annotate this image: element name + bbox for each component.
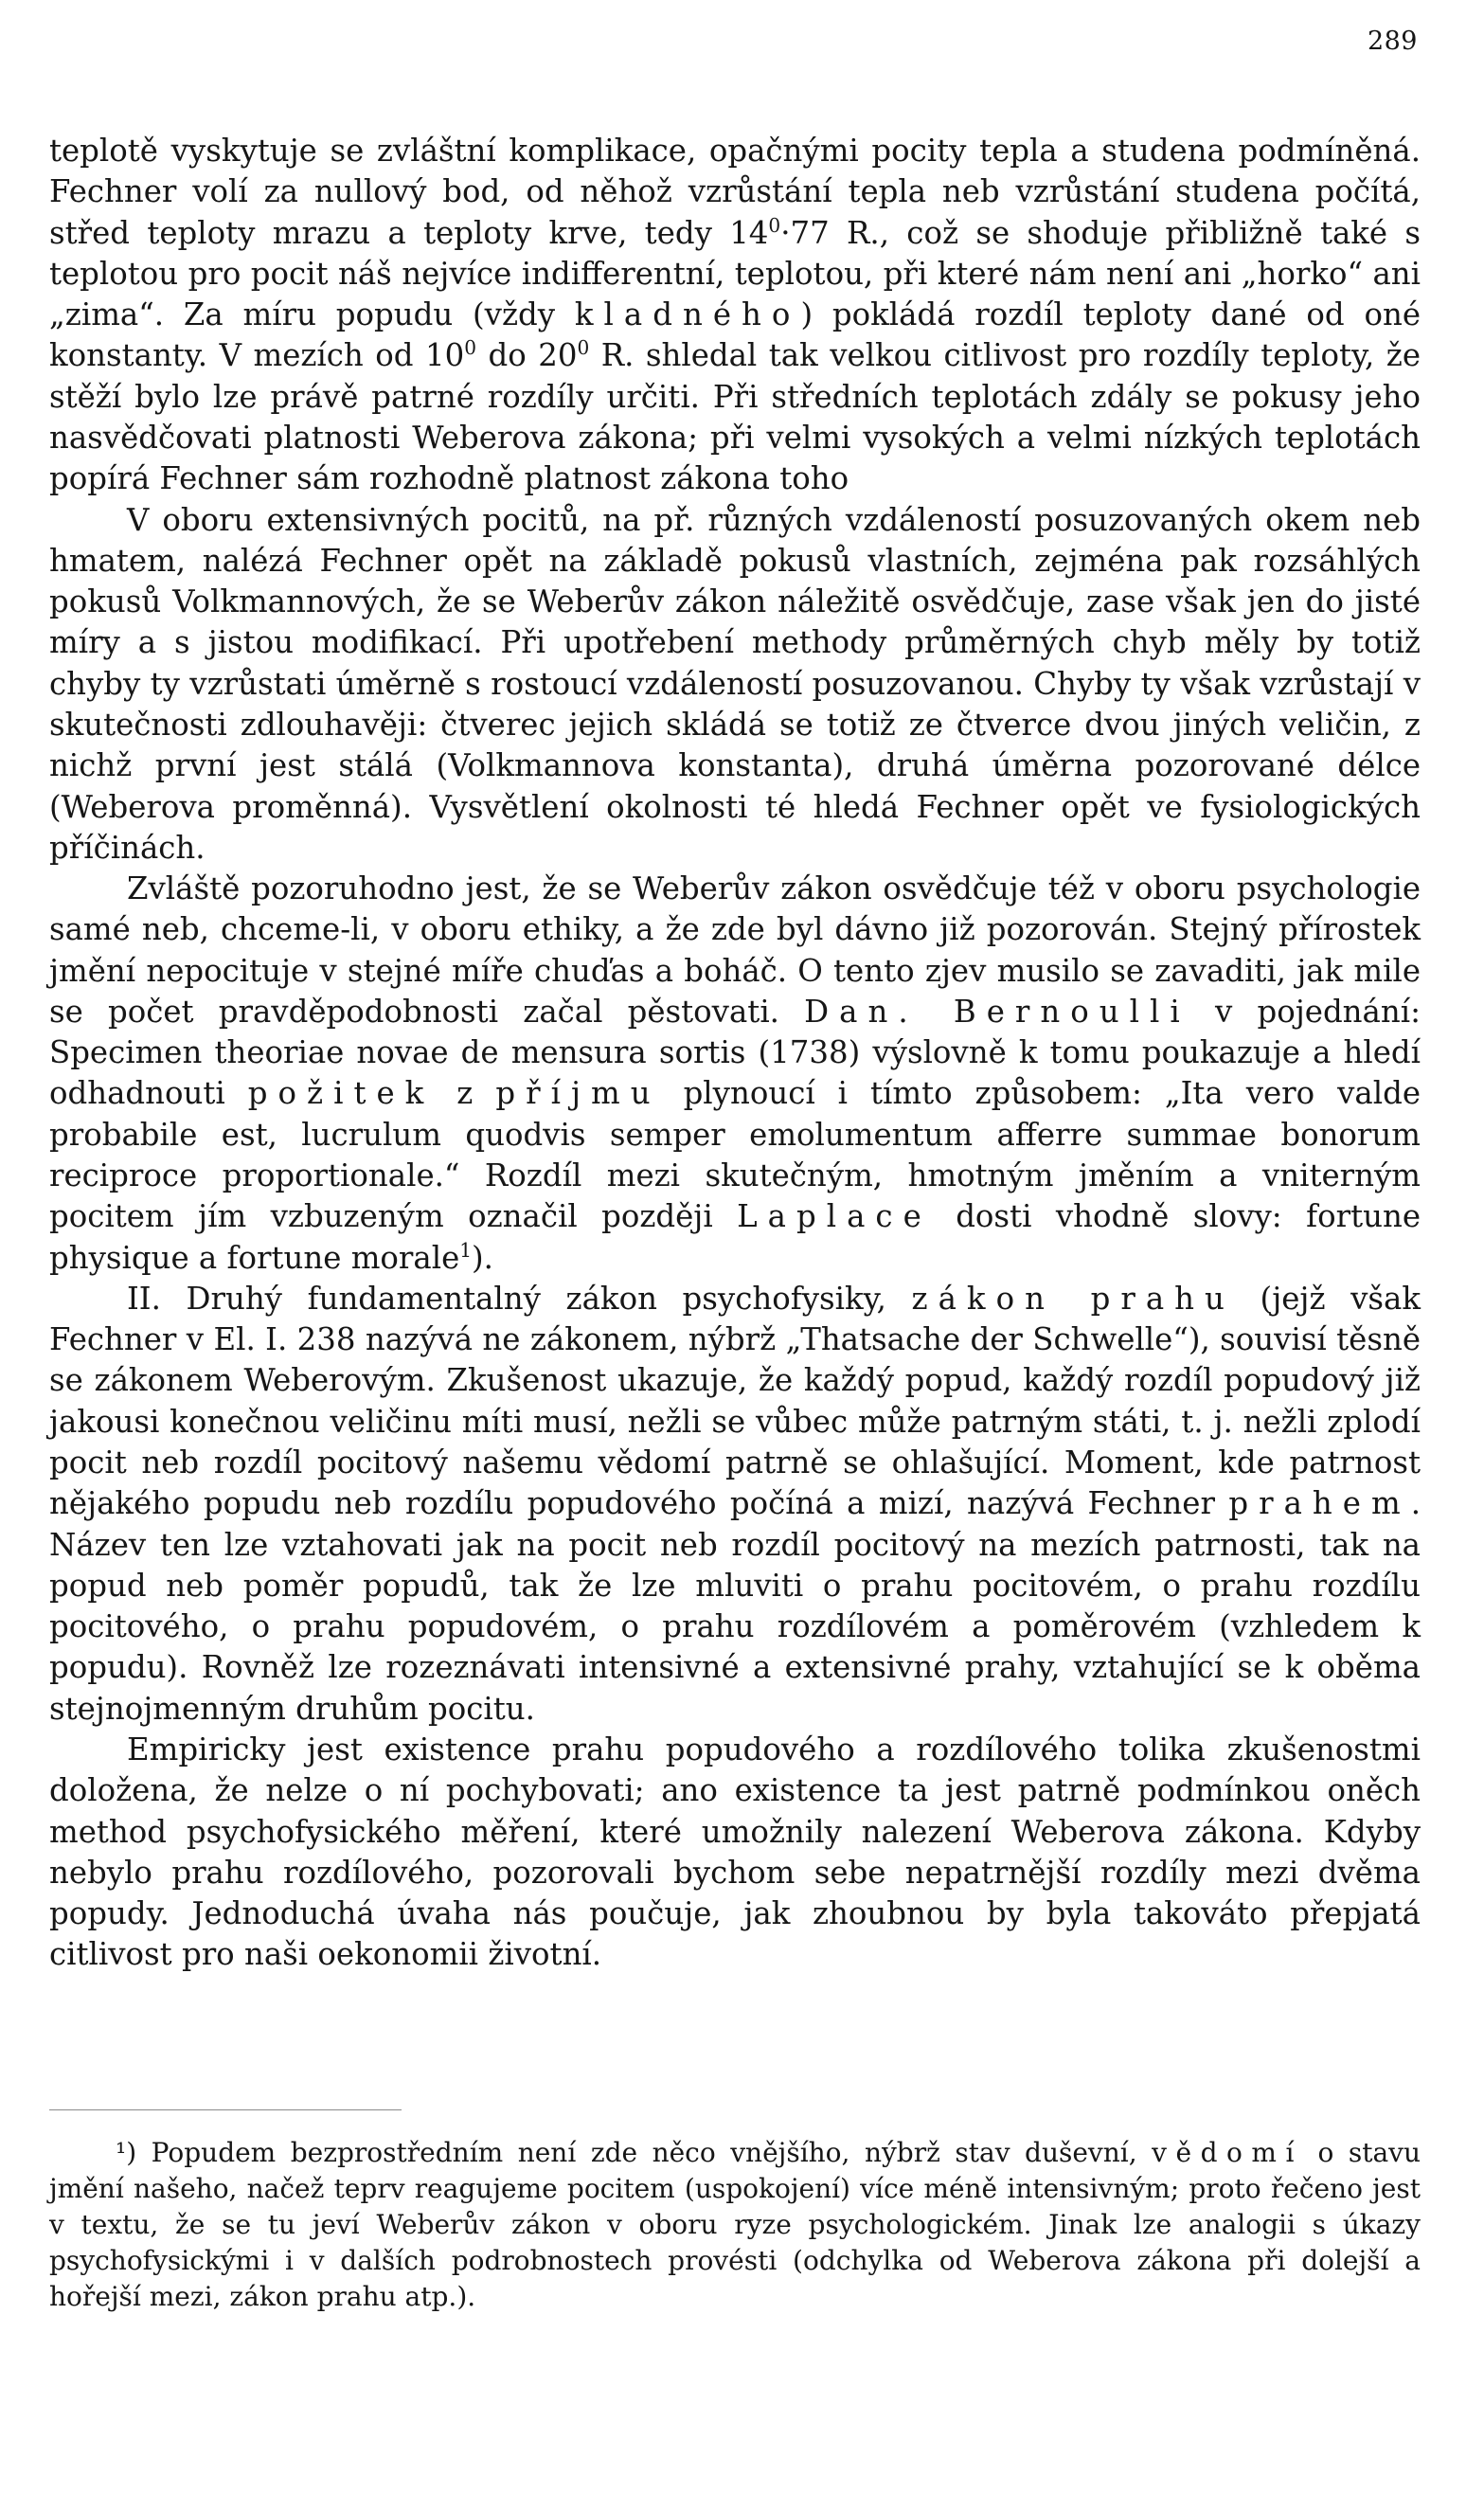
spaced-emphasis: požitek (247, 1075, 435, 1112)
paragraph-temperature (49, 131, 1421, 500)
text-span: ) pokládá rozdíl teploty dané od oné konstanty. V mezích od 10 (49, 296, 1421, 374)
spaced-emphasis: vědomí (1152, 2137, 1303, 2168)
text-span: dosti vhodně slovy: fortune physique a fortune morale (49, 1198, 1421, 1276)
paragraph-psychology (49, 869, 1421, 1279)
person-name: Dan. Bernoulli (804, 993, 1190, 1030)
text-span: ). (472, 1239, 493, 1276)
superscript: 0 (768, 213, 781, 237)
text-span: plynoucí i tímto způsobem: „Ita vero valde probabile est, lucrulum quodvis semper emolumentum afferre summae bonorum reciproce proportionale.“ Rozdíl mezi skutečným, hmotným jměním a vniterným pocitem jím vzbuzeným označil později (49, 1075, 1421, 1235)
text-span: . Název ten lze vztahovati jak na pocit neb rozdíl pocitový na mezích patrnosti, tak na popud neb poměr popudů, tak že lze mluviti o prahu pocitovém, o prahu rozdílu pocitového, o prahu popudovém, o prahu rozdílovém a poměrovém (vzhledem k popudu). Rovněž lze rozeznávati intensivné a extensivné prahy, vztahující se k oběma stejnojmenným druhům pocitu. (49, 1485, 1421, 1727)
footnote-paragraph (49, 2135, 1421, 2315)
main-text (49, 131, 1421, 1976)
text-span: z (434, 1075, 496, 1112)
superscript: 0 (464, 336, 476, 360)
paragraph-threshold-law (49, 1279, 1421, 1730)
text-span: o stavu jmění našeho, načež teprv reagujeme pocitem (uspokojení) více méně intensivným; proto řečeno jest v textu, že se tu jeví Weberův zákon v oboru ryze psychologickém. Jinak lze analogii s úkazy psychofysickými i v dalších podrobnostech provésti (odchylka od Weberova zákona při dolejší a hořejší mezi, zákon prahu atp.). (49, 2137, 1421, 2313)
spaced-emphasis: kladného (574, 296, 801, 333)
person-name: Laplace (737, 1198, 932, 1235)
footnote-divider (49, 2109, 402, 2110)
text-span: Zvláště pozoruhodno jest, že se Weberův zákon osvědčuje též v oboru psychologie samé neb, chceme-li, v oboru ethiky, a že zde byl dávno již pozorován. Stejný přírostek jmění nepocituje v stejné míře chuďas a boháč. O tento zjev musilo se zavaditi, jak mile se počet pravděpodobnosti začal pěstovati. (49, 870, 1421, 1030)
spaced-emphasis: prahem (1228, 1485, 1411, 1522)
text-span: teplotě vyskytuje se zvláštní komplikace, opačnými pocity tepla a studena podmíněná. Fechner volí za nullový bod, od něhož vzrůstání tepla neb vzrůstání studena počítá, střed teploty mrazu a teploty krve, tedy 14 (49, 133, 1421, 251)
text-span: R. shledal tak velkou citlivost pro rozdíly teploty, že stěží bylo lze právě patrné rozdíly určiti. Při středních teplotách zdály se pokusy jeho nasvědčovati platnosti Weberova zákona; při velmi vysokých a velmi nízkých teplotách popírá Fechner sám rozhodně platnost zákona toho (49, 337, 1421, 497)
footnote-marker: ¹) (116, 2137, 137, 2168)
text-span: II. Druhý fundamentalný zákon psychofysiky, (127, 1280, 912, 1317)
footnote-reference: 1 (459, 1238, 473, 1262)
spaced-emphasis: příjmu (495, 1075, 661, 1112)
paragraph-extensive: V oboru extensivných pocitů, na př. různých vzdáleností posuzovaných okem neb hmatem, nalézá Fechner opět na základě pokusů vlastních, zejména pak rozsáhlých pokusů Volkmannových, že se Weberův zákon náležitě osvědčuje, zase však jen do jisté míry a s jistou modifikací. Při upotřebení methody průměrných chyb měly by totiž chyby ty vzrůstati úměrně s rostoucí vzdáleností posuzovanou. Chyby ty však vzrůstají v skutečnosti zdlouhavěji: čtverec jejich skládá se totiž ze čtverce dvou jiných veličin, z nichž první jest stálá (Volkmannova konstanta), druhá úměrna pozorované délce (Weberova proměnná). Vysvětlení okolnosti té hledá Fechner opět ve fysiologických příčinách. (49, 501, 1421, 866)
text-span: do 20 (476, 337, 578, 374)
page-number: 289 (1367, 27, 1418, 56)
text-span: v pojednání: Specimen theoriae novae de mensura sortis (1738) výslovně k tomu poukazuje a hledí odhadnouti (49, 993, 1421, 1112)
text-span: ·77 R., což se shoduje přibližně také s teplotou pro pocit náš nejvíce indifferentní, teplotou, při které nám není ani „horko“ ani „zima“. Za míru popudu (vždy (49, 214, 1421, 333)
superscript: 0 (577, 336, 590, 360)
text-span: Popudem bezprostředním není zde něco vnějšího, nýbrž stav duševní, (136, 2137, 1153, 2168)
paragraph-empirical: Empiricky jest existence prahu popudového a rozdílového tolika zkušenostmi doložena, že nelze o ní pochybovati; ano existence ta jest patrně podmínkou oněch method psychofysického měření, které umožnily nalezení Weberova zákona. Kdyby nebylo prahu rozdílového, pozorovali bychom sebe nepatrnější rozdíly mezi dvěma popudy. Jednoduchá úvaha nás poučuje, jak zhoubnou by byla takováto přepjatá citlivost pro naši oekonomii životní. (49, 1731, 1421, 1973)
text-span: (jejž však Fechner v El. I. 238 nazývá ne zákonem, nýbrž „Thatsache der Schwelle“), souvisí těsně se zákonem Weberovým. Zkušenost ukazuje, že každý popud, každý rozdíl popudový již jakousi konečnou veličinu míti musí, nežli se vůbec může patrným státi, t. j. nežli zplodí pocit neb rozdíl pocitový našemu vědomí patrně se ohlašující. Moment, kde patrnost nějakého popudu neb rozdílu popudového počíná a mizí, nazývá Fechner (49, 1280, 1421, 1522)
footnote (49, 2135, 1421, 2315)
spaced-emphasis: zákon prahu (911, 1280, 1235, 1317)
